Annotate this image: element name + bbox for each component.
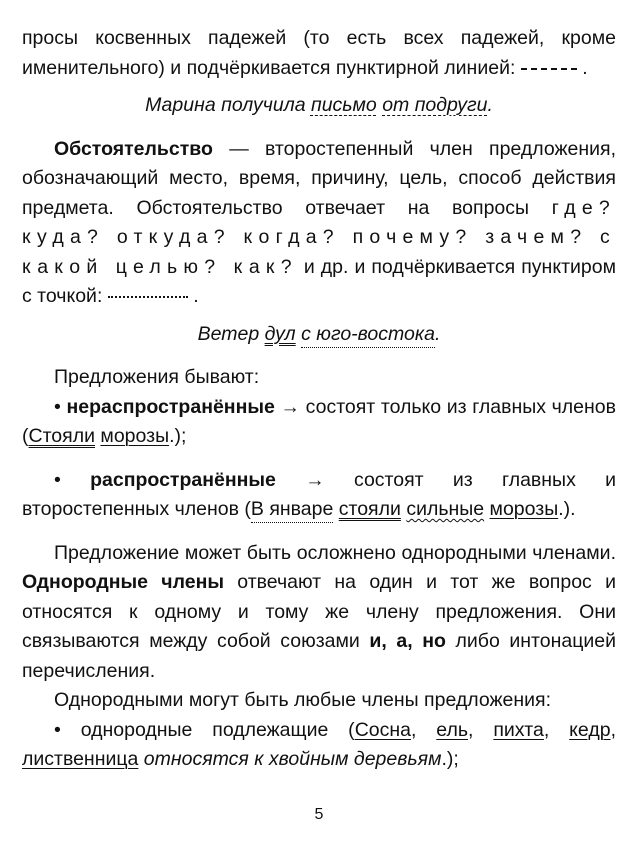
subject-word: морозы xyxy=(489,498,559,520)
subject-word: морозы xyxy=(100,425,170,447)
subject-word: кедр xyxy=(569,718,611,741)
predicate-word: Стояли xyxy=(28,425,95,447)
page-number: 5 xyxy=(314,806,324,823)
bullet-homogeneous-subjects: • однородные подлежащие (Сосна, ель, пихта, кедр, лиственница относятся к хвойным деревьям.); xyxy=(22,718,616,770)
adverbial-questions: где? куда? откуда? когда? почему? зачем? с какой целью? как? xyxy=(22,196,616,278)
predicate-word: стояли xyxy=(338,498,401,520)
conjunctions: и, а, но xyxy=(369,630,446,652)
dash-dot-underline-sample xyxy=(108,296,188,298)
dashed-underline-sample xyxy=(521,68,577,70)
paragraph-homogeneous-definition: Предложение может быть осложнено однородными членами. Однородные члены отвечают на один и тот же вопрос и относятся к одному и тому же члену предложения. Они связываются между собой союзами и, а, но либо интонацией перечисления. xyxy=(22,541,616,682)
term-extended: распространённые xyxy=(90,468,276,491)
paragraph-homogeneous-intro: Однородными могут быть любые члены предложения: xyxy=(54,689,552,711)
paragraph-sentence-types-intro: Предложения бывают: xyxy=(54,366,260,388)
adverbial-phrase: В январе xyxy=(251,498,333,523)
adverbial-phrase: с юго-востока xyxy=(301,323,435,348)
predicate-word: дул xyxy=(264,322,296,345)
bullet-extended: • распространённые → состоят из главных и второстепенных членов (В январе стояли сильные морозы.). xyxy=(22,466,616,525)
attribute-word: сильные xyxy=(406,498,485,520)
example-sentence-adverbial: Ветер дул с юго-востока. xyxy=(22,320,616,350)
term-unextended: нераспространённые xyxy=(66,395,275,418)
paragraph-adverbial-definition: Обстоятельство — второстепенный член предложения, обозначающий место, время, причину, цель, способ действия предмета. Обстоятельство отвечает на вопросы где? куда? откуда? когда? почему? зачем? с какой целью? как? и др. и подчёркивается пунктиром с точкой: . xyxy=(22,137,616,307)
subject-word: пихта xyxy=(493,718,544,741)
object-phrase: от подруги xyxy=(382,94,488,116)
paragraph-object-definition-end: просы косвенных падежей (то есть всех падежей, кроме именительного) и подчёркивается пунктирной линией: . xyxy=(22,27,616,79)
term-homogeneous: Однородные члены xyxy=(22,571,224,593)
example-sentence-object: Марина получила письмо от подруги. xyxy=(145,94,493,116)
term-adverbial: Обстоятельство xyxy=(54,137,213,160)
subject-word: лиственница xyxy=(22,748,139,770)
subject-word: ель xyxy=(436,718,469,741)
object-word: письмо xyxy=(310,94,377,116)
subject-word: Сосна xyxy=(354,718,411,741)
bullet-unextended: • нераспространённые → состоят только из главных членов (Стояли морозы.); xyxy=(22,395,617,447)
